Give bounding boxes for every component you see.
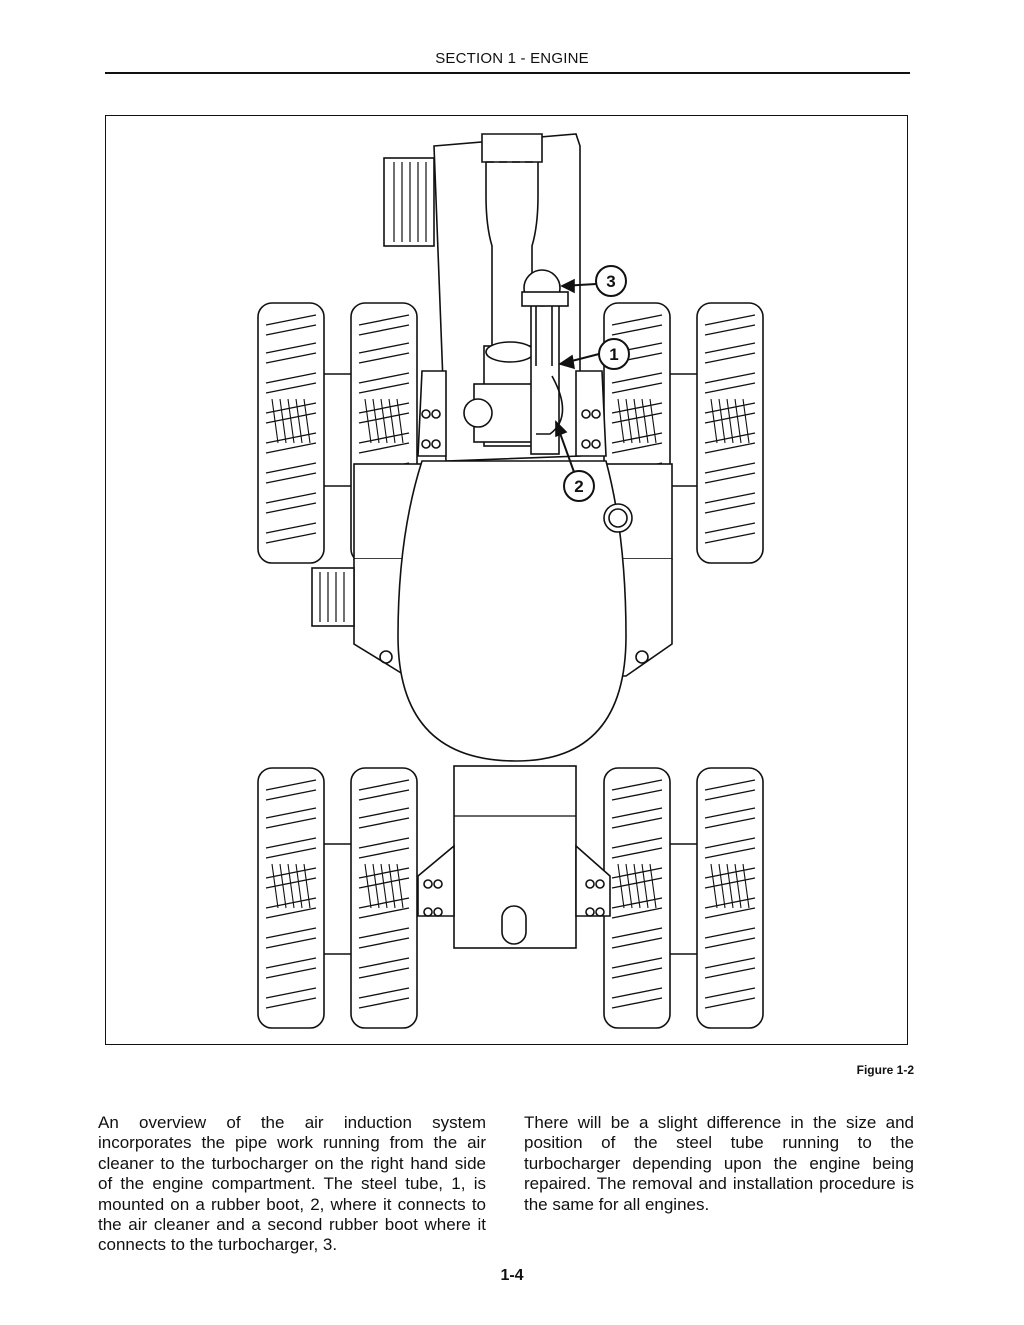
tire-front-right-outer xyxy=(697,303,763,563)
tire-rear-left-outer xyxy=(258,768,324,1028)
callout-1-label: 1 xyxy=(609,345,619,364)
section-header: SECTION 1 - ENGINE xyxy=(435,50,589,67)
callout-2-label: 2 xyxy=(574,477,584,496)
body-paragraph-right: There will be a slight difference in the size and position of the steel tube running to the turbocharger depending upon the engine being repaired. The removal and installation procedure is the same for all engines. xyxy=(524,1113,914,1214)
tire-front-left-outer xyxy=(258,303,324,563)
callout-3-label: 3 xyxy=(606,272,616,291)
tire-rear-left-inner xyxy=(351,768,417,1028)
tire-rear-right-inner xyxy=(604,768,670,1028)
body-paragraph-left: An overview of the air induction system incorporates the pipe work running from the air cleaner to the turbocharger on the right hand side of the engine compartment. The steel tube, 1, is mounted on a rubber boot, 2, where it connects to the air cleaner and a second rubber boot where it connects to the turbocharger, 3. xyxy=(98,1113,486,1255)
tire-rear-right-outer xyxy=(697,768,763,1028)
figure-frame xyxy=(105,115,908,1045)
page-number: 1-4 xyxy=(500,1267,524,1284)
header-rule xyxy=(105,72,910,74)
figure-caption: Figure 1-2 xyxy=(856,1063,914,1077)
tractor-top-view-illustration xyxy=(106,116,909,1046)
